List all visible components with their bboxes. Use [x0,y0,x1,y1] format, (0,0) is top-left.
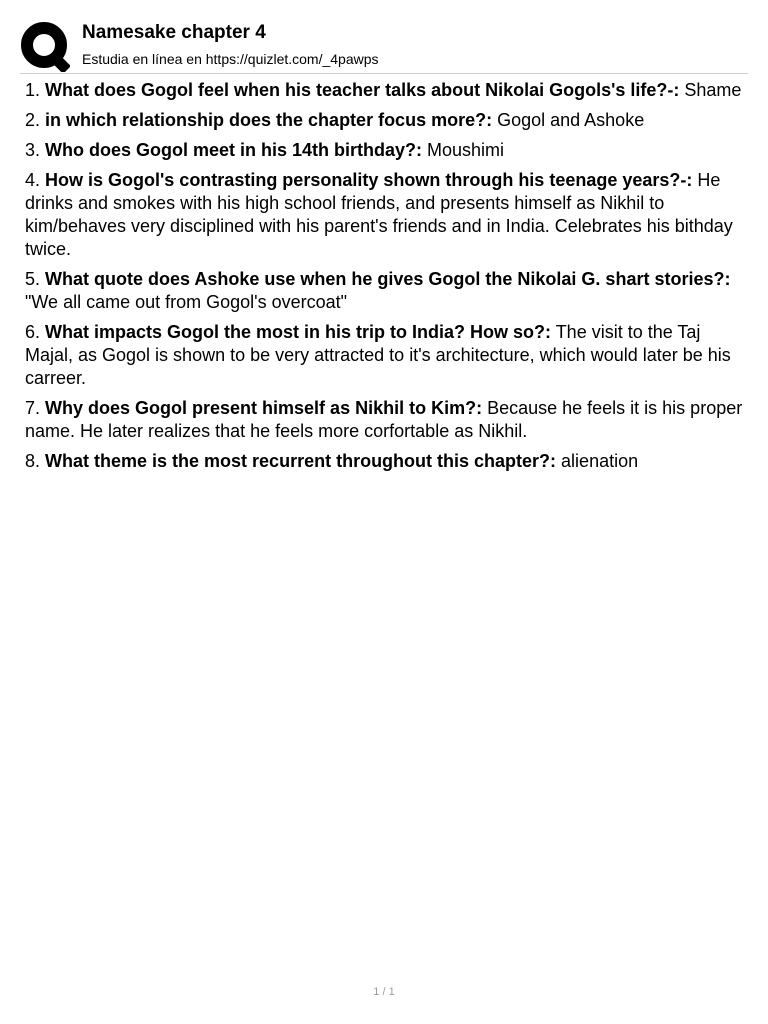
document-subtitle: Estudia en línea en https://quizlet.com/_4pawps [82,51,379,67]
qa-item [25,79,747,102]
answer-text: "We all came out from Gogol's overcoat" [25,292,348,312]
qa-item [25,450,747,473]
qa-list [25,79,747,480]
qa-item [25,109,747,132]
question-text: Why does Gogol present himself as Nikhil to Kim?: [45,398,483,418]
qa-item [25,139,747,162]
answer-text: alienation [556,451,639,471]
answer-text: He drinks and smokes with his high school friends, and presents himself as Nikhil to kim/behaves very disciplined with his parent's friends and in India. Celebrates his bithday twice. [25,170,733,259]
question-text: Who does Gogol meet in his 14th birthday?: [45,140,423,160]
question-text: What quote does Ashoke use when he gives Gogol the Nikolai G. shart stories?: [45,269,731,289]
question-text: What theme is the most recurrent throughout this chapter?: [45,451,557,471]
qa-item [25,397,747,443]
document-title: Namesake chapter 4 [82,22,266,43]
item-number: 8. [25,451,46,471]
item-number: 5. [25,269,46,289]
question-text: What does Gogol feel when his teacher talks about Nikolai Gogols's life?-: [45,80,680,100]
answer-text: Shame [679,80,742,100]
item-number: 6. [25,322,46,342]
item-number: 7. [25,398,46,418]
answer-text: Because he feels it is his proper name. He later realizes that he feels more corfortable as Nikhil. [25,398,743,441]
qa-item [25,169,747,261]
header-divider [20,73,748,74]
answer-text: Moushimi [422,140,505,160]
item-number: 4. [25,170,46,190]
question-text: How is Gogol's contrasting personality shown through his teenage years?-: [45,170,693,190]
question-text: What impacts Gogol the most in his trip to India? How so?: [45,322,552,342]
quizlet-q-logo-icon [20,20,70,72]
item-number: 3. [25,140,46,160]
page-number: 1 / 1 [373,986,395,998]
item-number: 1. [25,80,46,100]
answer-text: The visit to the Taj Majal, as Gogol is shown to be very attracted to it's architecture, which would later be his carreer. [25,322,731,388]
qa-item [25,321,747,390]
qa-item [25,268,747,314]
question-text: in which relationship does the chapter focus more?: [45,110,493,130]
item-number: 2. [25,110,46,130]
page-header [20,18,748,72]
answer-text: Gogol and Ashoke [492,110,645,130]
